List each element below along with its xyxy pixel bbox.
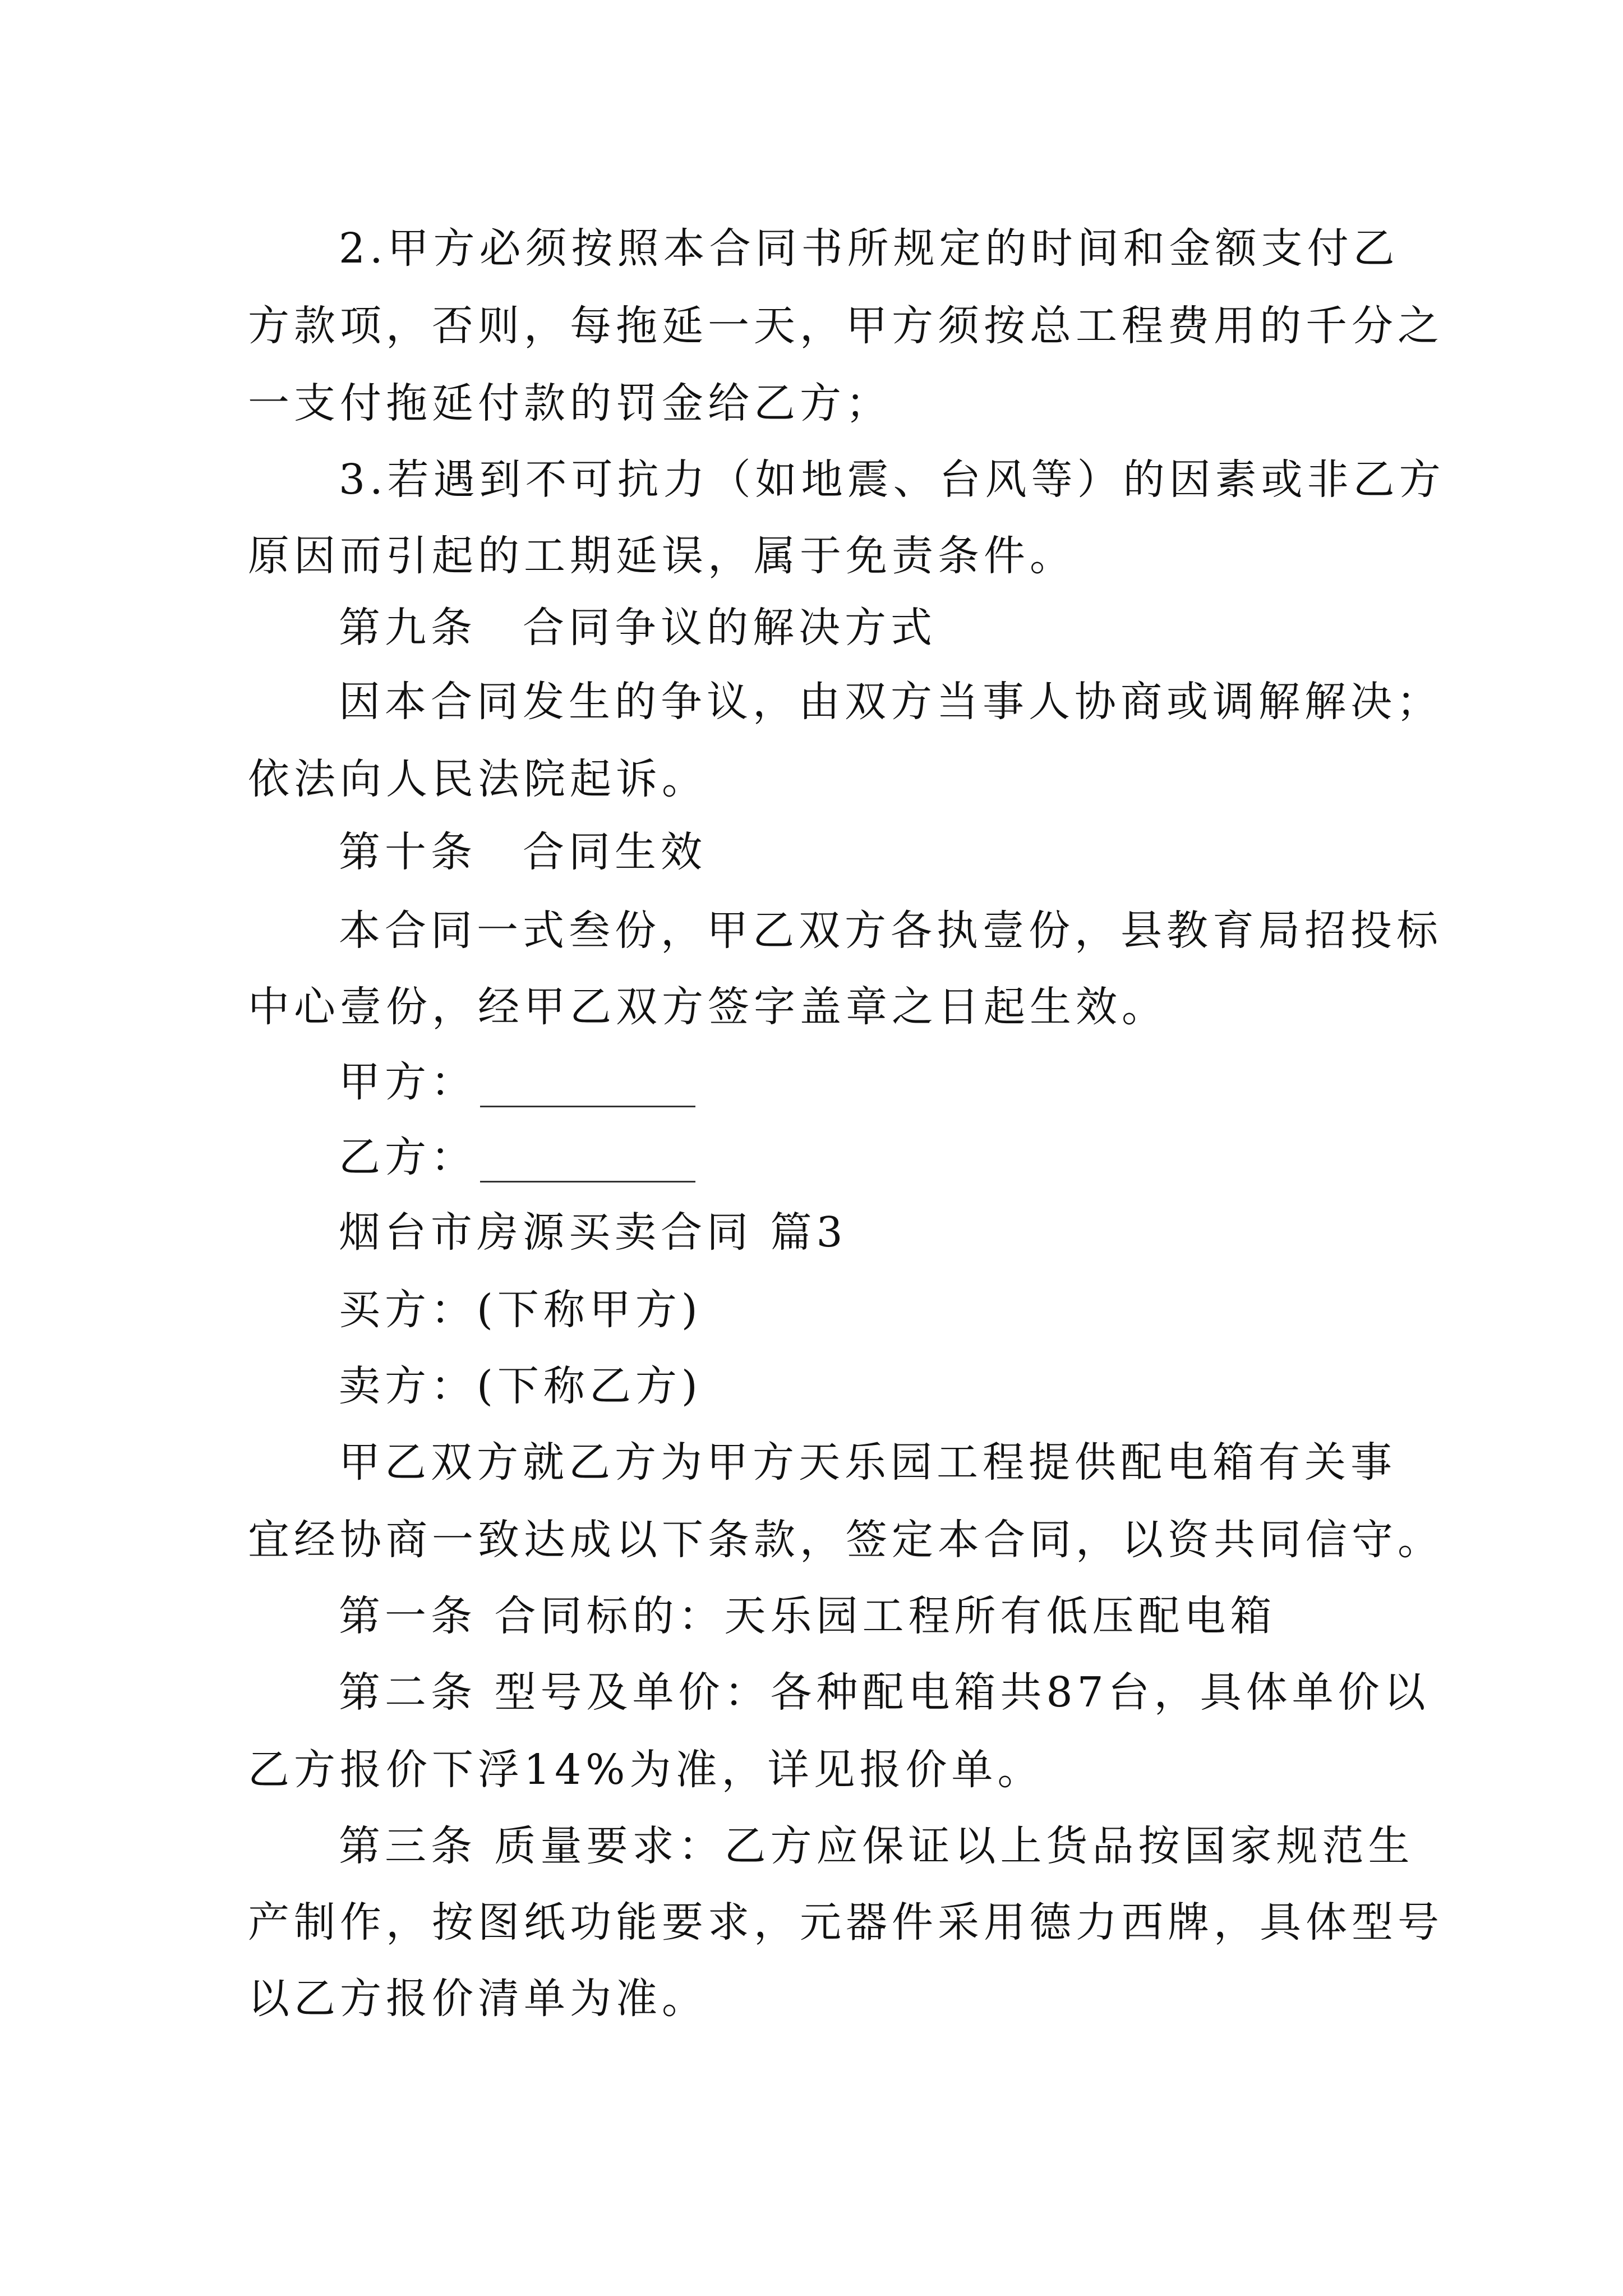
article-heading: 第十条 合同生效 <box>339 828 707 876</box>
paragraph-line: 中心壹份，经甲乙双方签字盖章之日起生效。 <box>248 983 1168 1031</box>
buyer-line: 买方：(下称甲方) <box>339 1286 702 1334</box>
party-a-label: 甲方： <box>339 1058 477 1106</box>
party-b-signature-line <box>339 1132 695 1182</box>
paragraph-line: 原因而引起的工期延误，属于免责条件。 <box>248 532 1076 580</box>
paragraph-line: 因本合同发生的争议，由双方当事人协商或调解解决； <box>339 678 1442 726</box>
paragraph-line: 方款项，否则，每拖延一天，甲方须按总工程费用的千分之 <box>248 302 1444 350</box>
paragraph-line: 3.若遇到不可抗力（如地震、台风等）的因素或非乙方 <box>339 455 1445 504</box>
article-line: 第三条 质量要求：乙方应保证以上货品按国家规范生 <box>339 1822 1414 1870</box>
paragraph-line: 乙方报价下浮14%为准，详见报价单。 <box>248 1746 1044 1794</box>
paragraph-line: 本合同一式叁份，甲乙双方各执壹份，县教育局招投标 <box>339 907 1442 955</box>
section-title: 烟台市房源买卖合同 篇3 <box>339 1208 847 1257</box>
article-heading: 第九条 合同争议的解决方式 <box>339 604 937 652</box>
party-a-blank <box>480 1073 695 1107</box>
party-b-label: 乙方： <box>339 1133 477 1181</box>
paragraph-line: 依法向人民法院起诉。 <box>248 755 708 803</box>
article-line: 第二条 型号及单价：各种配电箱共87台，具体单价以 <box>339 1668 1430 1717</box>
paragraph-line: 以乙方报价清单为准。 <box>248 1975 708 2023</box>
seller-line: 卖方：(下称乙方) <box>339 1362 702 1410</box>
party-a-signature-line <box>339 1057 695 1107</box>
article-line: 第一条 合同标的：天乐园工程所有低压配电箱 <box>339 1592 1276 1640</box>
paragraph-line: 宜经协商一致达成以下条款，签定本合同，以资共同信守。 <box>248 1516 1444 1564</box>
paragraph-line: 2.甲方必须按照本合同书所规定的时间和金额支付乙 <box>339 224 1399 273</box>
paragraph-line: 一支付拖延付款的罚金给乙方； <box>248 379 892 427</box>
paragraph-line: 产制作，按图纸功能要求，元器件采用德力西牌，具体型号 <box>248 1898 1444 1947</box>
party-b-blank <box>480 1148 695 1182</box>
paragraph-line: 甲乙双方就乙方为甲方天乐园工程提供配电箱有关事 <box>339 1438 1396 1487</box>
